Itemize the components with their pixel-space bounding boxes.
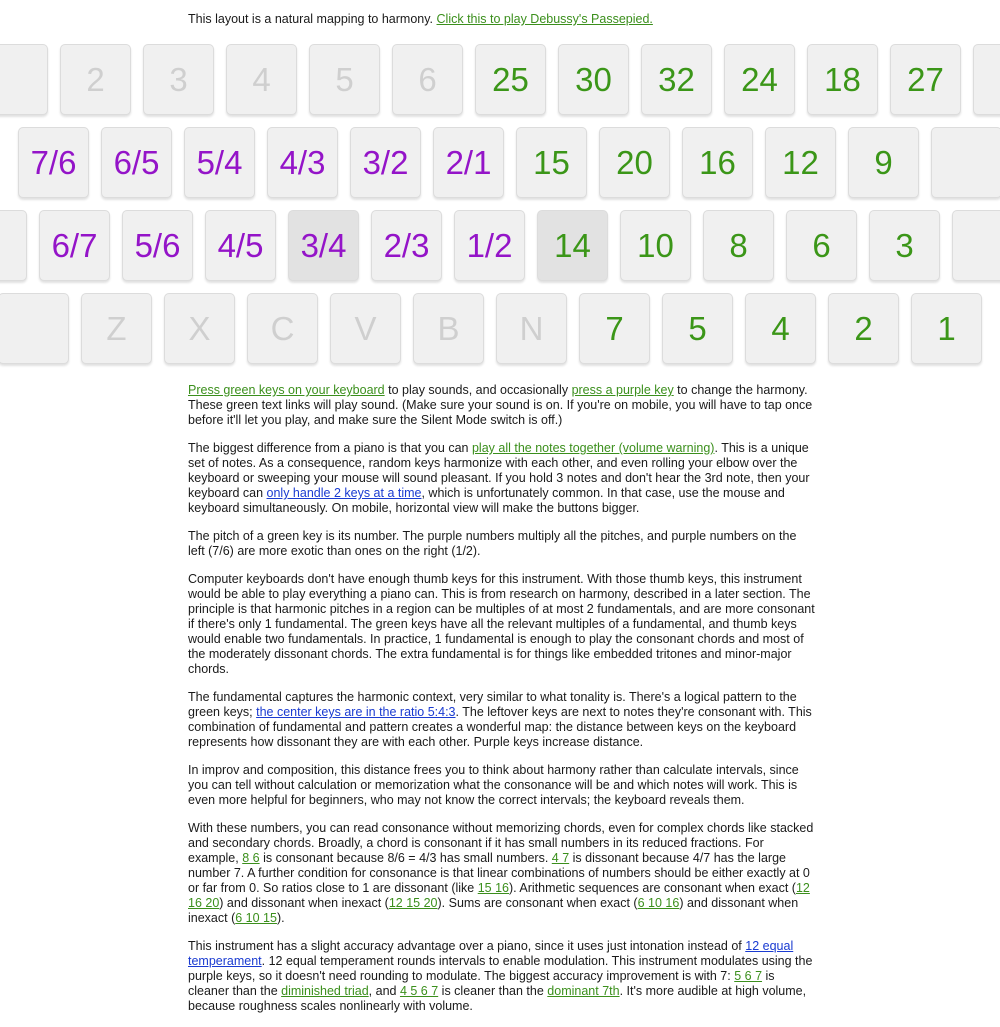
sound-link[interactable]: 4 5 6 7: [399, 984, 439, 998]
key-C[interactable]: C: [247, 293, 318, 364]
key-4[interactable]: 4: [745, 293, 816, 364]
key-blank[interactable]: [0, 210, 27, 281]
sound-link[interactable]: 12 16 20: [188, 881, 810, 910]
key-6-over-7[interactable]: 6/7: [39, 210, 110, 281]
paragraph: [188, 690, 816, 750]
paragraph-text: , which is unfortunately common. In that case, use the mouse and keyboard simultaneously. On mobile, horizontal view will make the buttons bigger.: [188, 486, 785, 515]
paragraph-text: With these numbers, you can read consonance without memorizing chords, even for complex chords like stacked and secondary chords. Broadly, a chord is consonant if it has small numbers in its reduced fractions. For example,: [188, 821, 814, 865]
key-4-over-3[interactable]: 4/3: [267, 127, 338, 198]
key-15[interactable]: 15: [516, 127, 587, 198]
paragraph-text: , and: [368, 984, 400, 998]
paragraph-text: The fundamental captures the harmonic context, very similar to what tonality is. There's a logical pattern to the green keys;: [188, 690, 797, 719]
sound-link[interactable]: only handle 2 keys at a time: [266, 486, 422, 500]
key-30[interactable]: 30: [558, 44, 629, 115]
paragraph-text: The pitch of a green key is its number. The purple numbers multiply all the pitches, and purple numbers on the left (7/6) are more exotic than ones on the right (1/2).: [188, 529, 797, 558]
paragraph: [188, 441, 816, 516]
paragraph-text: In improv and composition, this distance frees you to think about harmony rather than calculate intervals, since you can tell without calculation or memorization what the consonance will be and which notes will work. This is even more helpful for beginners, who may not know the correct intervals; the keyboard reveals them.: [188, 763, 799, 807]
key-3-over-4[interactable]: 3/4: [288, 210, 359, 281]
sound-link[interactable]: 12 15 20: [388, 896, 438, 910]
key-blank[interactable]: [0, 44, 48, 115]
key-7[interactable]: 7: [579, 293, 650, 364]
key-X[interactable]: X: [164, 293, 235, 364]
sound-link[interactable]: 6 10 15: [235, 911, 277, 925]
paragraph: [188, 529, 816, 559]
paragraph: [188, 572, 816, 677]
paragraph-text: is cleaner than the: [438, 984, 548, 998]
paragraph-text: Computer keyboards don't have enough thumb keys for this instrument. With those thumb keys, this instrument would be able to play everything a piano can. This is from research on harmony, described in a later section. The principle is that harmonic pitches in a region can be multiples of at most 2 fundamentals, and are more consonant if there's only 1 fundamental. The green keys have all the relevant multiples of a fundamental, and thumb keys would enable two fundamentals. In practice, 1 fundamental is enough to play the consonant chords and most of the moderately dissonant chords. The extra fundamental is for things like embedded tritones and minor-major chords.: [188, 572, 815, 676]
key-4-over-5[interactable]: 4/5: [205, 210, 276, 281]
paragraph-text: ). Sums are consonant when exact (: [437, 896, 638, 910]
key-3-over-2[interactable]: 3/2: [350, 127, 421, 198]
paragraph: [188, 763, 816, 808]
paragraph-text: ). Arithmetic sequences are consonant when exact (: [509, 881, 796, 895]
key-3[interactable]: 3: [869, 210, 940, 281]
key-1[interactable]: 1: [911, 293, 982, 364]
key-4[interactable]: 4: [226, 44, 297, 115]
key-24[interactable]: 24: [724, 44, 795, 115]
sound-link[interactable]: diminished triad: [281, 984, 369, 998]
key-blank[interactable]: [952, 210, 1000, 281]
key-16[interactable]: 16: [682, 127, 753, 198]
key-2[interactable]: 2: [828, 293, 899, 364]
sound-link[interactable]: 12 equal temperament: [188, 939, 794, 968]
key-18[interactable]: 18: [807, 44, 878, 115]
sound-link[interactable]: press a purple key: [571, 383, 674, 397]
sound-link[interactable]: 6 10 16: [637, 896, 680, 910]
paragraph-text: . 12 equal temperament rounds intervals to enable modulation. This instrument modulates using the purple keys, so it doesn't need rounding to modulate. The biggest accuracy improvement is with 7:: [188, 954, 813, 983]
article-body: [188, 383, 816, 1027]
sound-link[interactable]: Press green keys on your keyboard: [188, 383, 385, 397]
key-5[interactable]: 5: [309, 44, 380, 115]
paragraph: [188, 821, 816, 926]
paragraph-text: ) and dissonant when inexact (: [219, 896, 389, 910]
paragraph-text: is consonant because 8/6 = 4/3 has small numbers.: [259, 851, 552, 865]
key-6[interactable]: 6: [392, 44, 463, 115]
key-20[interactable]: 20: [599, 127, 670, 198]
key-8[interactable]: 8: [703, 210, 774, 281]
paragraph: [188, 939, 816, 1014]
key-blank[interactable]: [0, 293, 69, 364]
sound-link[interactable]: the center keys are in the ratio 5:4:3: [256, 705, 456, 719]
paragraph: [188, 383, 816, 428]
paragraph-text: ) and dissonant when inexact (: [188, 896, 799, 925]
key-Z[interactable]: Z: [81, 293, 152, 364]
key-blank[interactable]: [931, 127, 1000, 198]
paragraph-text: . This is a unique set of notes. As a consequence, random keys harmonize with each other, and even rolling your elbow over the keyboard or sweeping your mouse will sound pleasant. If you hold 3 notes and don't hear the 3rd note, then your keyboard can: [188, 441, 810, 500]
sound-link[interactable]: 5 6 7: [734, 969, 763, 983]
key-5-over-4[interactable]: 5/4: [184, 127, 255, 198]
paragraph-text: is dissonant because 4/7 has the large number 7. A further condition for consonance is that linear combinations of numbers should be either exactly at 0 or far from 0. So ratios close to 1 are dissonant (like: [188, 851, 810, 895]
key-10[interactable]: 10: [620, 210, 691, 281]
sound-link[interactable]: 8 6: [242, 851, 260, 865]
key-V[interactable]: V: [330, 293, 401, 364]
key-6[interactable]: 6: [786, 210, 857, 281]
paragraph-text: The biggest difference from a piano is that you can: [188, 441, 472, 455]
keyboard: [0, 0, 1000, 380]
key-3[interactable]: 3: [143, 44, 214, 115]
key-9[interactable]: 9: [848, 127, 919, 198]
key-25[interactable]: 25: [475, 44, 546, 115]
sound-link[interactable]: 15 16: [477, 881, 509, 895]
key-2-over-1[interactable]: 2/1: [433, 127, 504, 198]
key-14[interactable]: 14: [537, 210, 608, 281]
sound-link[interactable]: dominant 7th: [547, 984, 620, 998]
key-12[interactable]: 12: [765, 127, 836, 198]
paragraph-text: to play sounds, and occasionally: [384, 383, 572, 397]
paragraph-text: is cleaner than the: [188, 969, 775, 998]
key-B[interactable]: B: [413, 293, 484, 364]
paragraph-text: This instrument has a slight accuracy advantage over a piano, since it uses just intonation instead of: [188, 939, 746, 953]
key-2-over-3[interactable]: 2/3: [371, 210, 442, 281]
sound-link[interactable]: 4 7: [551, 851, 570, 865]
key-32[interactable]: 32: [641, 44, 712, 115]
paragraph-text: . The leftover keys are next to notes they're consonant with. This combination of fundamental and pattern creates a wonderful map: the distance between keys on the keyboard represents how dissonant they are with each other. Purple keys increase distance.: [188, 705, 812, 749]
paragraph-text: . It's more audible at high volume, because roughness scales nonlinearly with volume.: [188, 984, 807, 1013]
intro-text: This layout is a natural mapping to harmony.: [188, 12, 437, 26]
key-27[interactable]: 27: [890, 44, 961, 115]
key-7-over-6[interactable]: 7/6: [18, 127, 89, 198]
key-N[interactable]: N: [496, 293, 567, 364]
paragraph-text: ).: [276, 911, 285, 925]
key-1-over-2[interactable]: 1/2: [454, 210, 525, 281]
sound-link[interactable]: play all the notes together (volume warning): [471, 441, 715, 455]
key-2[interactable]: 2: [60, 44, 131, 115]
play-passepied-link[interactable]: Click this to play Debussy's Passepied.: [436, 12, 653, 26]
key-6-over-5[interactable]: 6/5: [101, 127, 172, 198]
key-5-over-6[interactable]: 5/6: [122, 210, 193, 281]
key-blank[interactable]: [973, 44, 1000, 115]
paragraph-text: to change the harmony. These green text links will play sound. (Make sure your sound is on. If you're on mobile, you will have to tap once before it'll let you play, and make sure the Silent Mode switch is off.): [188, 383, 813, 427]
key-5[interactable]: 5: [662, 293, 733, 364]
